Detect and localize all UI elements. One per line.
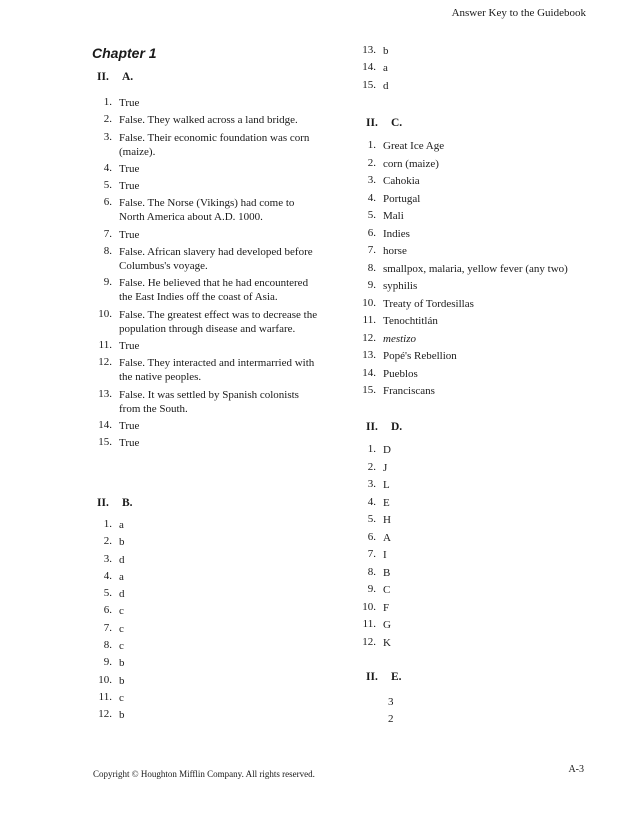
section-heading-iib — [97, 497, 133, 509]
section-roman: II. — [366, 421, 378, 433]
answer-item — [92, 518, 125, 532]
item-answer: syphilis — [383, 280, 418, 292]
answer-item — [92, 639, 125, 653]
answer-item — [356, 349, 568, 363]
item-number: 12. — [98, 708, 112, 721]
item-number: 14. — [362, 366, 376, 379]
answer-item — [356, 314, 568, 328]
item-number: 4. — [103, 569, 112, 582]
item-number: 5. — [367, 209, 376, 221]
section-heading-iia — [97, 71, 133, 83]
answer-item — [92, 339, 319, 353]
item-answer: False. Their economic foundation was corn (maize). — [119, 131, 310, 158]
answer-list-iie — [388, 694, 394, 728]
item-number: 12. — [362, 331, 376, 344]
item-answer: False. It was settled by Spanish colonists from the South. — [119, 388, 299, 415]
item-number: 7. — [367, 548, 376, 560]
item-number: 13. — [98, 387, 112, 400]
answer-item — [356, 192, 568, 206]
item-answer: True — [119, 437, 140, 450]
item-answer: horse — [383, 245, 407, 257]
item-number: 8. — [103, 245, 112, 258]
item-answer: K — [383, 636, 391, 649]
item-answer: True — [119, 97, 140, 109]
answer-item — [92, 96, 319, 110]
item-number: 11. — [98, 690, 112, 703]
answer-item — [92, 245, 319, 273]
section-heading-iid — [366, 421, 402, 433]
item-answer: b — [119, 657, 125, 670]
answer-item — [92, 308, 319, 336]
answer-item — [92, 131, 319, 159]
item-number: 10. — [98, 673, 112, 686]
answer-item — [356, 174, 568, 188]
item-answer: True — [119, 228, 140, 241]
item-answer: False. African slavery had developed before Columbus's voyage. — [119, 246, 313, 273]
item-answer: b — [383, 45, 389, 57]
answer-list-iic — [356, 139, 568, 402]
item-answer: G — [383, 619, 391, 631]
item-answer: H — [383, 514, 391, 526]
item-number: 6. — [103, 196, 112, 209]
answer-item — [92, 691, 125, 705]
item-number: 12. — [98, 356, 112, 369]
answer-item — [356, 443, 391, 457]
answer-item — [356, 618, 391, 632]
item-number: 2. — [103, 535, 112, 548]
item-number: 15. — [98, 436, 112, 449]
item-number: 14. — [362, 61, 376, 74]
item-answer: D — [383, 444, 391, 456]
answer-item — [356, 636, 391, 650]
item-answer: Portugal — [383, 192, 421, 205]
answer-item — [356, 262, 568, 276]
answer-item — [92, 113, 319, 127]
item-answer: mestizo — [383, 332, 416, 345]
answer-item — [92, 196, 319, 224]
answer-item — [92, 276, 319, 304]
answer-item — [356, 496, 391, 510]
answer-item — [356, 332, 568, 346]
item-number: 9. — [367, 583, 376, 595]
section-roman: II. — [366, 671, 378, 683]
answer-item — [356, 157, 568, 171]
item-answer: False. He believed that he had encountered the East Indies off the coast of Asia. — [119, 277, 309, 304]
answer-item — [92, 535, 125, 549]
item-answer: a — [383, 62, 388, 75]
answer-item — [92, 356, 319, 384]
answer-item — [356, 44, 389, 58]
item-number: 6. — [367, 530, 376, 543]
section-heading-iie — [366, 671, 402, 683]
section-roman: II. — [97, 71, 109, 83]
item-number: 2. — [103, 113, 112, 126]
item-number: 9. — [367, 279, 376, 291]
item-number: 5. — [103, 587, 112, 600]
item-number: 13. — [362, 349, 376, 361]
answer-item — [356, 601, 391, 615]
item-number: 10. — [98, 307, 112, 320]
answer-item — [92, 162, 319, 176]
item-answer: True — [119, 162, 140, 175]
section-heading-iic — [366, 117, 402, 129]
item-number: 3. — [103, 130, 112, 143]
answer-value: 3 — [388, 696, 394, 708]
item-answer: Indies — [383, 227, 410, 240]
answer-item — [356, 548, 391, 562]
answer-value: 2 — [388, 713, 394, 725]
answer-item — [92, 674, 125, 688]
answer-item — [356, 139, 568, 153]
item-number: 15. — [362, 384, 376, 396]
item-answer: b — [119, 709, 125, 722]
item-number: 3. — [367, 478, 376, 490]
item-answer: d — [383, 79, 389, 92]
item-number: 2. — [367, 156, 376, 169]
item-answer: C — [383, 584, 391, 596]
item-number: 9. — [103, 656, 112, 669]
item-answer: c — [119, 691, 124, 704]
item-answer: Cahokia — [383, 175, 420, 187]
answer-item — [92, 656, 125, 670]
answer-item — [92, 179, 319, 193]
item-number: 6. — [367, 226, 376, 239]
item-answer: True — [119, 419, 140, 432]
item-number: 8. — [367, 565, 376, 578]
item-answer: Popé's Rebellion — [383, 350, 457, 362]
item-number: 10. — [362, 296, 376, 309]
item-number: 3. — [103, 552, 112, 565]
item-number: 1. — [367, 139, 376, 151]
item-answer: False. The Norse (Vikings) had come to North America about A.D. 1000. — [119, 197, 295, 224]
item-number: 13. — [362, 44, 376, 56]
answer-item — [356, 79, 389, 93]
item-answer: d — [119, 588, 125, 601]
item-number: 6. — [103, 604, 112, 617]
answer-item — [356, 566, 391, 580]
answer-list-iib-continued — [356, 44, 389, 96]
item-answer: E — [383, 496, 390, 509]
answer-item — [356, 461, 391, 475]
item-number: 7. — [103, 621, 112, 634]
answer-item — [92, 570, 125, 584]
section-letter: E. — [391, 671, 402, 683]
answer-item — [356, 279, 568, 293]
answer-item — [356, 583, 391, 597]
item-answer: L — [383, 479, 390, 491]
item-number: 7. — [103, 227, 112, 240]
answer-list-iid — [356, 443, 391, 653]
answer-item — [356, 244, 568, 258]
item-answer: b — [119, 536, 125, 549]
answer-item — [356, 531, 391, 545]
item-answer: True — [119, 339, 140, 352]
item-answer: d — [119, 553, 125, 566]
item-number: 4. — [367, 495, 376, 508]
section-letter: A. — [122, 71, 134, 83]
item-number: 1. — [103, 518, 112, 530]
chapter-title: Chapter 1 — [92, 45, 157, 61]
item-answer: False. The greatest effect was to decrease the population through disease and warfare. — [119, 308, 318, 335]
item-answer: c — [119, 640, 124, 653]
item-answer: Mali — [383, 210, 404, 222]
section-roman: II. — [97, 497, 109, 509]
item-number: 15. — [362, 78, 376, 91]
answer-item — [356, 513, 391, 527]
item-number: 10. — [362, 600, 376, 613]
answer-item — [92, 388, 319, 416]
item-answer: False. They walked across a land bridge. — [119, 114, 298, 127]
item-number: 12. — [362, 635, 376, 648]
answer-item — [356, 384, 568, 398]
item-answer: c — [119, 622, 124, 635]
section-roman: II. — [366, 117, 378, 129]
item-answer: J — [383, 461, 388, 474]
item-number: 4. — [103, 161, 112, 174]
item-answer: False. They interacted and intermarried with the native peoples. — [119, 357, 315, 384]
item-number: 8. — [103, 639, 112, 652]
item-number: 1. — [367, 443, 376, 455]
item-number: 9. — [103, 276, 112, 289]
item-number: 1. — [103, 96, 112, 108]
section-letter: C. — [391, 117, 403, 129]
item-number: 4. — [367, 191, 376, 204]
item-number: 11. — [362, 618, 376, 630]
item-number: 5. — [367, 513, 376, 525]
answer-list-iia — [92, 96, 319, 453]
item-answer: a — [119, 570, 124, 583]
copyright-footer: Copyright © Houghton Mifflin Company. All rights reserved. — [93, 769, 315, 779]
item-answer: B — [383, 566, 391, 579]
answer-item — [356, 367, 568, 381]
section-letter: D. — [391, 421, 403, 433]
answer-list-iib — [92, 518, 125, 726]
item-answer: Pueblos — [383, 367, 418, 380]
item-answer: Great Ice Age — [383, 140, 445, 152]
running-header: Answer Key to the Guidebook — [451, 7, 586, 19]
item-answer: c — [119, 605, 124, 618]
answer-item — [92, 708, 125, 722]
item-number: 2. — [367, 460, 376, 473]
item-number: 5. — [103, 179, 112, 192]
item-answer: smallpox, malaria, yellow fever (any two) — [383, 262, 568, 275]
item-answer: A — [383, 531, 391, 544]
page-number: A-3 — [568, 764, 584, 775]
answer-item — [92, 604, 125, 618]
answer-item — [356, 227, 568, 241]
answer-item — [356, 297, 568, 311]
item-number: 3. — [367, 174, 376, 186]
answer-item — [92, 436, 319, 450]
item-answer: a — [119, 519, 124, 531]
item-answer: Treaty of Tordesillas — [383, 297, 474, 310]
answer-item — [92, 419, 319, 433]
answer-item — [92, 622, 125, 636]
item-number: 14. — [98, 418, 112, 431]
item-answer: b — [119, 674, 125, 687]
answer-item — [356, 209, 568, 223]
answer-item — [92, 553, 125, 567]
item-number: 11. — [362, 314, 376, 326]
item-answer: corn (maize) — [383, 157, 439, 170]
item-answer: Franciscans — [383, 385, 435, 397]
answer-item — [92, 587, 125, 601]
item-answer: F — [383, 601, 390, 614]
item-number: 11. — [98, 338, 112, 351]
item-answer: I — [383, 549, 387, 561]
answer-item — [356, 478, 391, 492]
answer-item — [356, 61, 389, 75]
item-answer: Tenochtitlán — [383, 315, 438, 327]
item-number: 7. — [367, 244, 376, 256]
section-letter: B. — [122, 497, 133, 509]
item-number: 8. — [367, 261, 376, 274]
item-answer: True — [119, 180, 140, 193]
answer-item — [92, 228, 319, 242]
